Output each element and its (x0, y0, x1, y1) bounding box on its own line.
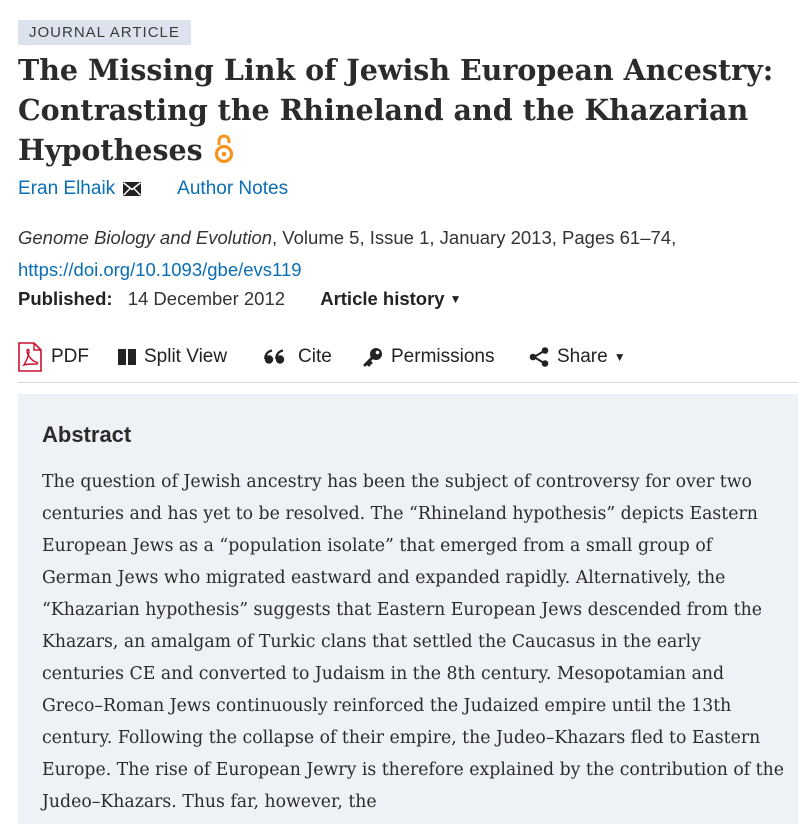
abstract-text: The question of Jewish ancestry has been the subject of controversy for over two centuries and has yet to be resolved. The “Rhineland hypothesis” depicts Eastern European Jews as a “population isolate” that emerged from a small group of German Jews who migrated eastward and expanded rapidly. Alternatively, the “Khazarian hypothesis” suggests that Eastern European Jews descended from the Khazars, an amalgam of Turkic clans that settled the Caucasus in the early centuries CE and converted to Judaism in the 8th century. Mesopotamian and Greco–Roman Jews continuously reinforced the Judaized empire until the 13th century. Following the collapse of their empire, the Judeo–Khazars fled to Eastern Europe. The rise of European Jewry is therefore explained by the contribution of the Judeo–Khazars. Thus far, however, the (42, 472, 784, 812)
split-view-icon (118, 349, 144, 365)
quote-icon (264, 349, 298, 365)
caret-down-icon: ▼ (449, 292, 462, 306)
citation-block (18, 222, 676, 286)
toolbar-divider (18, 382, 798, 383)
split-view-label: Split View (144, 346, 228, 367)
share-button[interactable] (529, 340, 626, 374)
article-type-badge: JOURNAL ARTICLE (18, 20, 191, 45)
cite-label: Cite (298, 346, 332, 367)
citation-details: , Volume 5, Issue 1, January 2013, Pages 61–74, (272, 227, 677, 248)
author-line (18, 176, 288, 204)
share-label: Share (557, 346, 608, 367)
published-row (18, 286, 462, 312)
caret-down-icon: ▼ (613, 350, 626, 364)
split-view-button[interactable] (118, 340, 227, 374)
envelope-icon[interactable] (123, 178, 141, 204)
cite-button[interactable] (264, 340, 332, 374)
author-link[interactable]: Eran Elhaik (18, 178, 116, 199)
abstract-section (18, 394, 798, 824)
article-history-toggle[interactable] (320, 288, 461, 309)
permissions-label: Permissions (391, 346, 495, 367)
key-icon (363, 347, 391, 367)
journal-name: Genome Biology and Evolution (18, 227, 273, 248)
published-date: 14 December 2012 (127, 288, 286, 309)
pdf-button[interactable] (18, 340, 89, 374)
open-access-icon (213, 134, 235, 174)
doi-link[interactable]: https://doi.org/10.1093/gbe/evs119 (18, 259, 302, 280)
pdf-icon (18, 342, 51, 372)
author-notes-link[interactable]: Author Notes (177, 178, 289, 199)
article-history-label: Article history (320, 288, 445, 309)
article-title (18, 50, 778, 174)
article-title-text: The Missing Link of Jewish European Ancestry: Contrasting the Rhineland and the Khazarian Hypotheses (18, 53, 774, 167)
permissions-button[interactable] (363, 340, 494, 374)
abstract-heading: Abstract (42, 422, 132, 447)
article-toolbar (18, 340, 798, 380)
pdf-label: PDF (51, 346, 89, 367)
published-label: Published: (18, 288, 113, 309)
share-icon (529, 347, 557, 367)
